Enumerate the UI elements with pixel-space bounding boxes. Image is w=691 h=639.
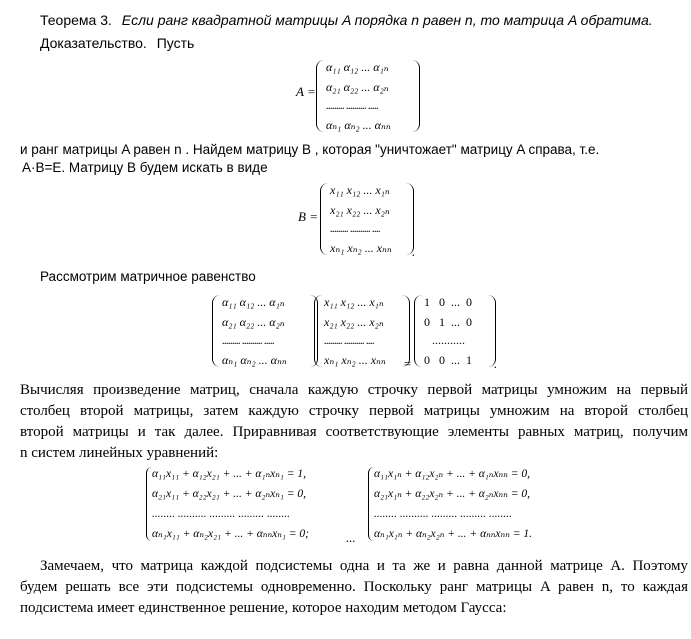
matrix-a-row: αₙ₁ αₙ₂ ... αₙₙ — [326, 118, 391, 132]
system-first-row: α₁₁x₁₁ + α₁₂x₂₁ + ... + α₁ₙxₙ₁ = 1, — [152, 468, 307, 480]
para1-line1: и ранг матрицы A равен n . Найдем матрицу B , которая "уничтожает" матрицу A справа, т.е. — [20, 142, 600, 157]
identity-trail: . — [494, 356, 498, 371]
identity-row: 1 0 ... 0 — [424, 295, 472, 309]
proof-line — [40, 34, 194, 53]
theorem-line — [40, 11, 653, 30]
matrix-a-label: A = — [296, 84, 316, 99]
eq-a-row: ......... .......... ..... — [222, 333, 274, 347]
equation-equals: = — [403, 356, 412, 371]
matrix-b-row: xₙ₁ xₙ₂ ... xₙₙ — [330, 241, 392, 255]
para3-line: Замечаем, что матрица каждой подсистемы одна и та же и равна данной матрице A. Поэтому — [40, 558, 688, 574]
matrix-b-row: x₂₁ x₂₂ ... x₂ₙ — [330, 203, 390, 217]
system-last-row: α₂₁x₁ₙ + α₂₂x₂ₙ + ... + α₂ₙxₙₙ = 0, — [374, 488, 531, 500]
eq-b-row: x₂₁ x₂₂ ... x₂ₙ — [324, 315, 384, 329]
matrix-b-row: x₁₁ x₁₂ ... x₁ₙ — [330, 183, 390, 197]
eq-a-left-paren — [212, 295, 221, 367]
system-last — [368, 467, 568, 541]
matrix-a-row: α₁₁ α₁₂ ... α₁ₙ — [326, 60, 389, 74]
matrix-a-right-paren — [411, 60, 420, 132]
para2-line: n систем линейных уравнений: — [20, 445, 219, 461]
eq-b-row: ......... .......... .... — [324, 333, 374, 347]
systems-separator: ... — [346, 530, 356, 545]
system-first-row: α₂₁x₁₁ + α₂₂x₂₁ + ... + α₂ₙxₙ₁ = 0, — [152, 488, 307, 500]
proof-let: Пусть — [156, 35, 195, 51]
matrix-b — [330, 183, 404, 255]
system-last-row: ........ .......... ......... ......... ........ — [374, 508, 512, 520]
matrix-a-left-paren — [316, 60, 325, 132]
proof-label: Доказательство. — [40, 35, 147, 51]
para3-line: будем решать все эти подсистемы одновременно. Поскольку ранг матрицы A равен n, то каждая — [20, 579, 688, 595]
system-last-row: αₙ₁x₁ₙ + αₙ₂x₂ₙ + ... + αₙₙxₙₙ = 1. — [374, 528, 532, 540]
eq-a-row: αₙ₁ αₙ₂ ... αₙₙ — [222, 353, 287, 367]
system-first-row: ........ .......... ......... ......... ........ — [152, 508, 290, 520]
identity-row: 0 1 ... 0 — [424, 315, 472, 329]
matrix-a-row: ......... .......... ..... — [326, 98, 378, 112]
consider-line: Рассмотрим матричное равенство — [40, 269, 256, 284]
system-first — [146, 467, 344, 541]
para2-line: второй матрицы и так далее. Приравнивая соответствующие элементы равных матриц, получим — [20, 424, 688, 440]
identity-row: ........... — [432, 333, 465, 347]
identity-row: 0 0 ... 1 — [424, 353, 472, 367]
equation-matrix-b — [324, 295, 400, 367]
eq-a-row: α₂₁ α₂₂ ... α₂ₙ — [222, 315, 285, 329]
eq-a-row: α₁₁ α₁₂ ... α₁ₙ — [222, 295, 285, 309]
para3-line: подсистема имеет единственное решение, которое находим методом Гаусса: — [20, 600, 507, 616]
matrix-b-trail: . — [412, 244, 416, 259]
matrix-b-left-paren — [320, 183, 329, 255]
eq-b-row: x₁₁ x₁₂ ... x₁ₙ — [324, 295, 384, 309]
matrix-b-label: B = — [298, 209, 318, 224]
theorem-number: Теорема 3. — [40, 12, 112, 28]
equation-matrix-a — [222, 295, 308, 367]
system-last-row: α₁₁x₁ₙ + α₁₂x₂ₙ + ... + α₁ₙxₙₙ = 0, — [374, 468, 531, 480]
identity-left-paren — [414, 295, 423, 367]
para2-line: столбец второй матрицы, затем каждую строчку первой матрицы умножим на второй столбец — [20, 403, 688, 419]
para1-line2: A·B=E. Матрицу B будем искать в виде — [22, 160, 268, 175]
matrix-b-row: ......... .......... .... — [330, 221, 380, 235]
matrix-a-row: α₂₁ α₂₂ ... α₂ₙ — [326, 80, 389, 94]
matrix-a — [326, 60, 410, 132]
eq-b-left-paren — [314, 295, 323, 367]
identity-matrix — [424, 295, 486, 367]
eq-b-row: xₙ₁ xₙ₂ ... xₙₙ — [324, 353, 386, 367]
para2-line: Вычисляя произведение матриц, сначала каждую строчку первой матрицы умножим на первый — [20, 382, 688, 398]
system-first-row: αₙ₁x₁₁ + αₙ₂x₂₁ + ... + αₙₙxₙ₁ = 0; — [152, 528, 309, 540]
theorem-statement: Если ранг квадратной матрицы A порядка n равен n, то матрица A обратима. — [121, 12, 653, 28]
